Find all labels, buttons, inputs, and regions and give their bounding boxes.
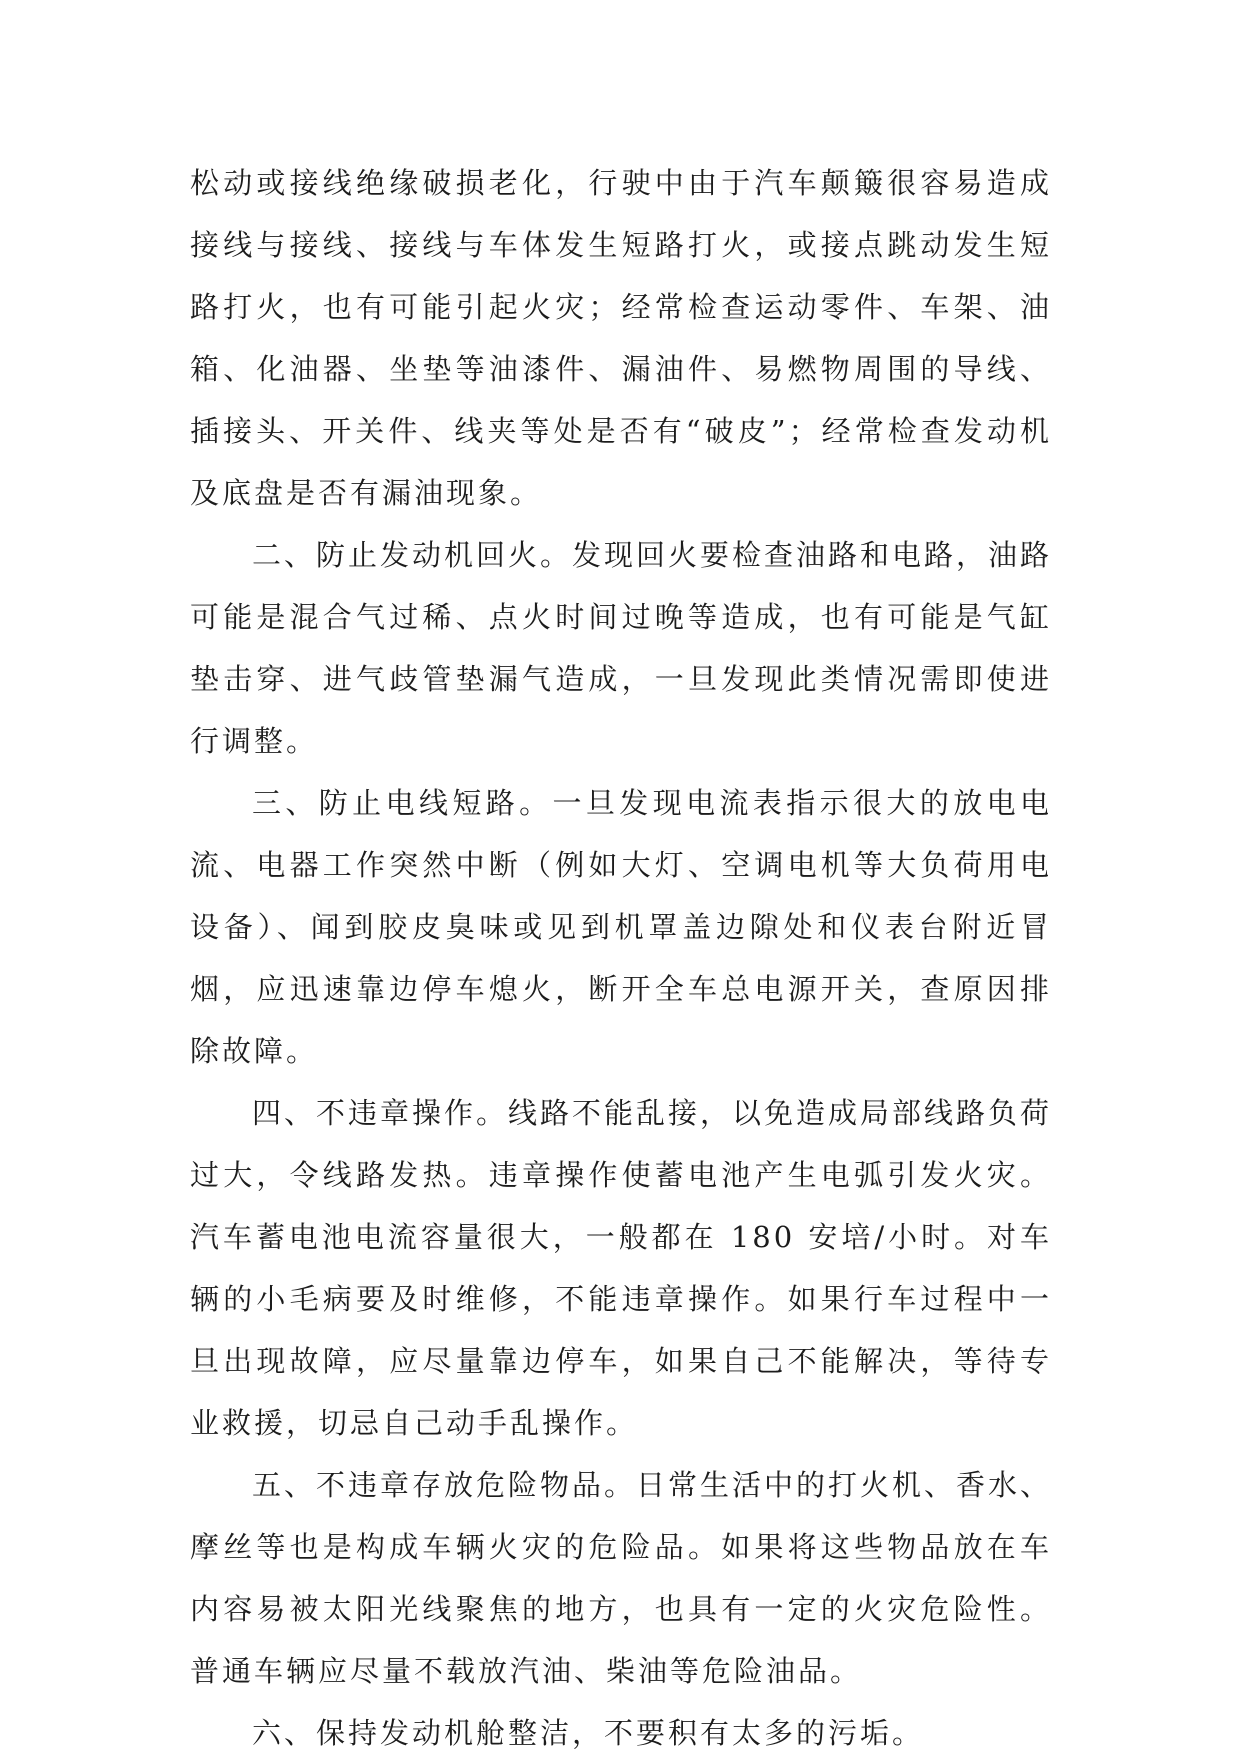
paragraph-section-6: 六、保持发动机舱整洁，不要积有太多的污垢。	[252, 1716, 925, 1750]
paragraph-section-2: 二、防止发动机回火。发现回火要检查油路和电路，油路可能是混合气过稀、点火时间过晚等造成，也有可能是气缸垫击穿、进气歧管垫漏气造成，一旦发现此类情况需即使进行调整。	[190, 538, 1053, 758]
paragraph-continuation: 松动或接线绝缘破损老化，行驶中由于汽车颠簸很容易造成接线与接线、接线与车体发生短路打火，或接点跳动发生短路打火，也有可能引起火灾；经常检查运动零件、车架、油箱、化油器、坐垫等油漆件、漏油件、易燃物周围的导线、插接头、开关件、线夹等处是否有“破皮”；经常检查发动机及底盘是否有漏油现象。	[190, 166, 1052, 510]
paragraph-section-5: 五、不违章存放危险物品。日常生活中的打火机、香水、摩丝等也是构成车辆火灾的危险品。如果将这些物品放在车内容易被太阳光线聚焦的地方，也具有一定的火灾危险性。普通车辆应尽量不载放汽油、柴油等危险油品。	[190, 1468, 1053, 1688]
paragraph-section-4: 四、不违章操作。线路不能乱接，以免造成局部线路负荷过大，令线路发热。违章操作使蓄电池产生电弧引发火灾。汽车蓄电池电流容量很大，一般都在 180 安培/小时。对车辆的小毛病要及时维修，不能违章操作。如果行车过程中一旦出现故障，应尽量靠边停车，如果自己不能解决，等待专业救援，切忌自己动手乱操作。	[190, 1096, 1053, 1440]
document-body	[190, 152, 1052, 1764]
paragraph-section-3: 三、防止电线短路。一旦发现电流表指示很大的放电电流、电器工作突然中断（例如大灯、空调电机等大负荷用电设备）、闻到胶皮臭味或见到机罩盖边隙处和仪表台附近冒烟，应迅速靠边停车熄火，断开全车总电源开关，查原因排除故障。	[190, 786, 1052, 1068]
